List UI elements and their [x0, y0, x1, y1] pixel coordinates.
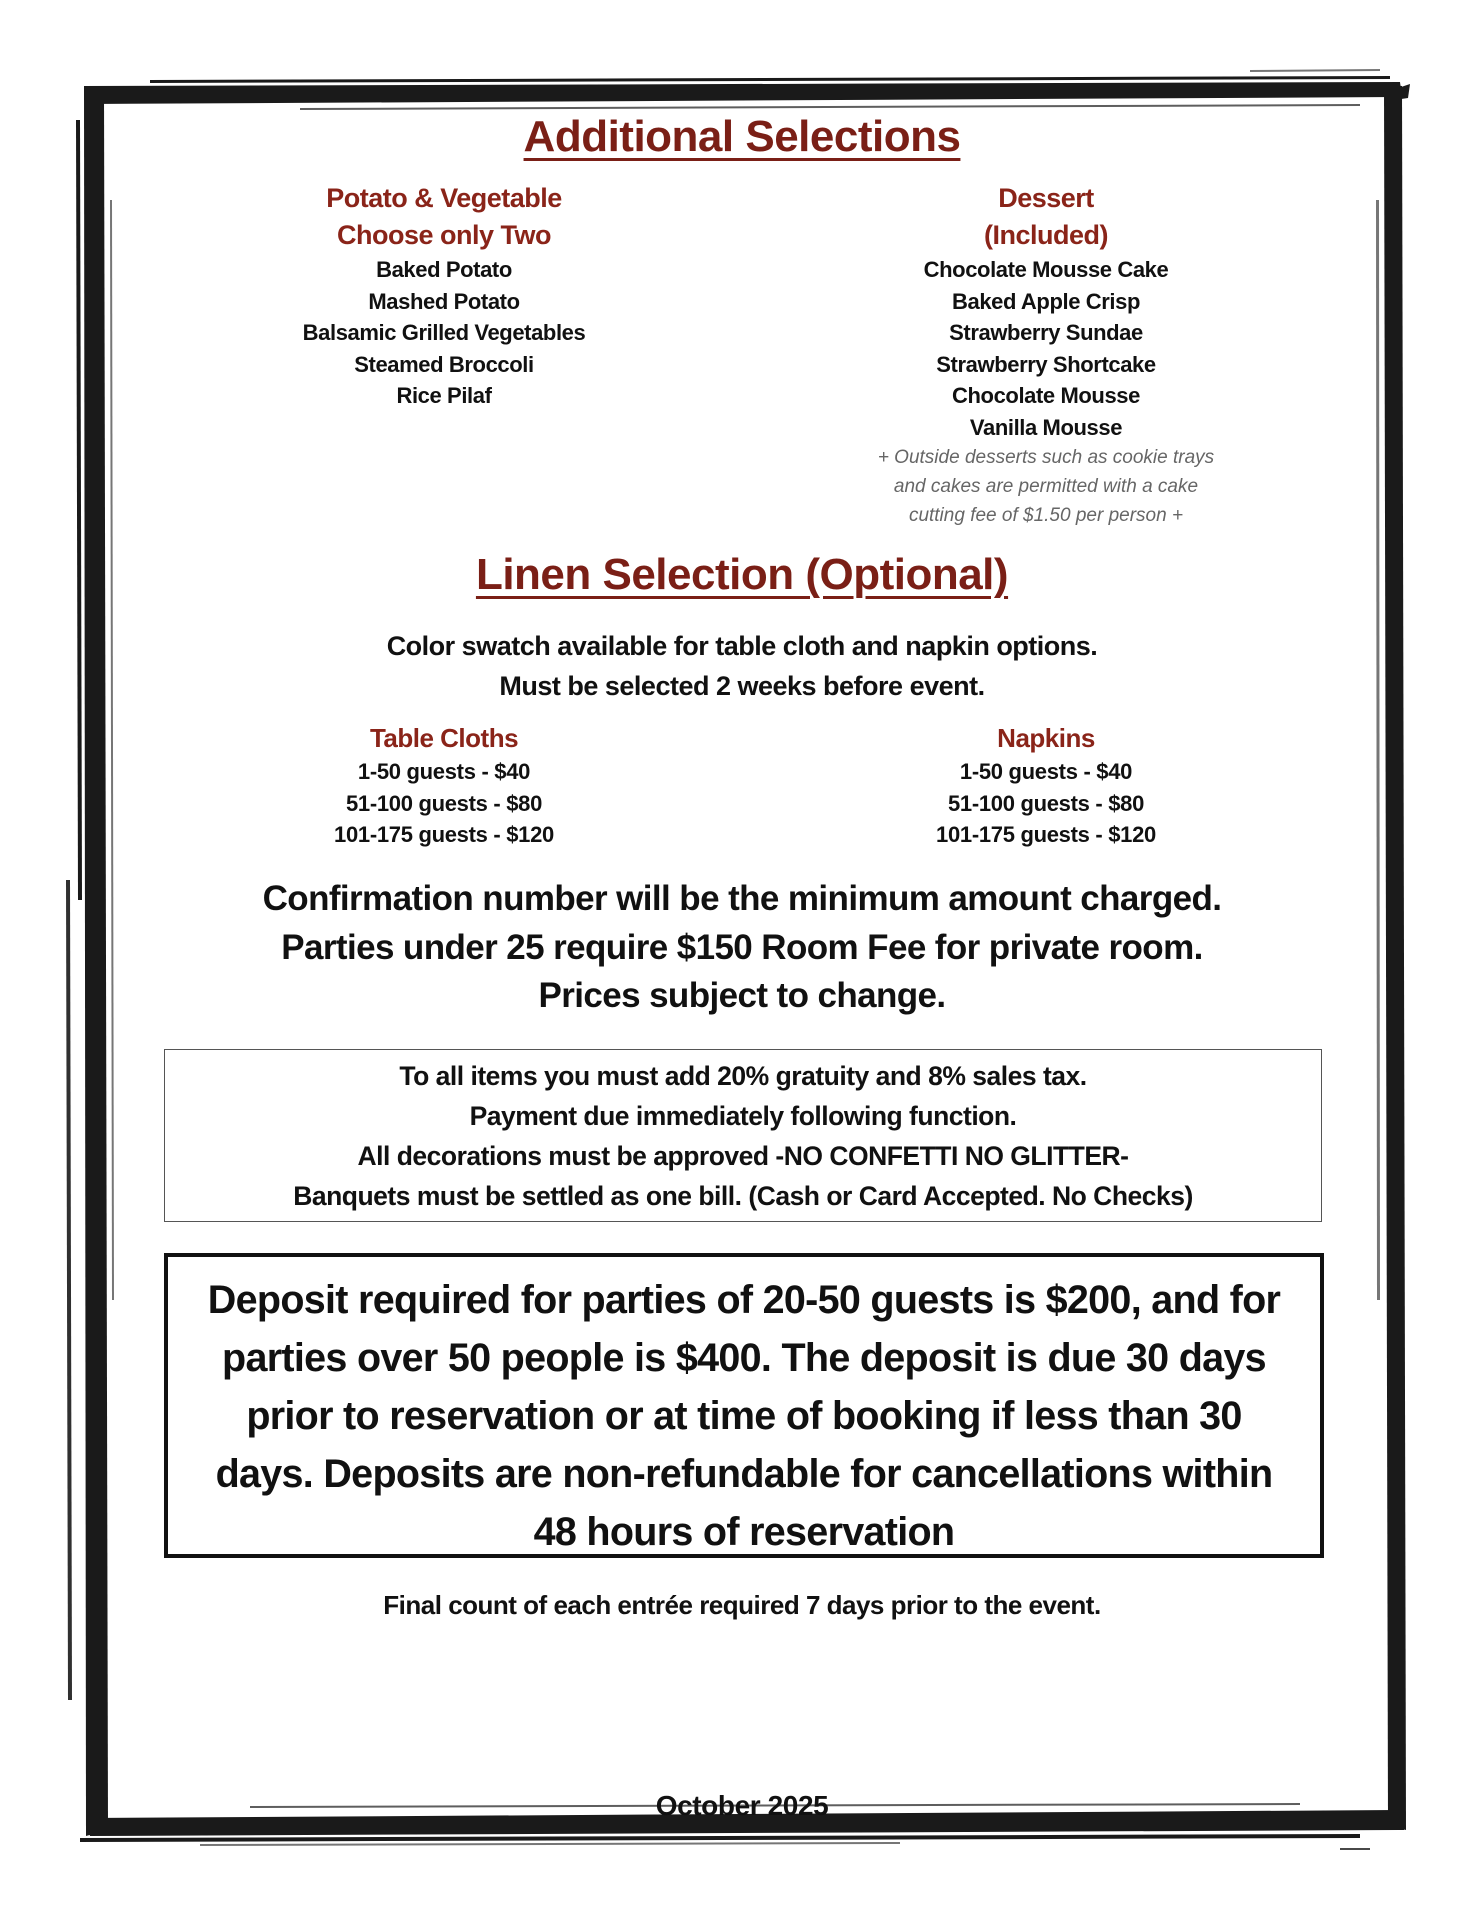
linen-intro: Color swatch available for table cloth and napkin options. Must be selected 2 weeks before event. [386, 631, 1098, 701]
table-cloths-column [164, 720, 724, 851]
list-item: Vanilla Mousse [969, 414, 1123, 440]
list-item: Steamed Broccoli [354, 351, 534, 377]
list-item: Strawberry Shortcake [936, 351, 1156, 377]
linen-selection-title: Linen Selection (Optional) [475, 550, 1009, 599]
list-item: Mashed Potato [368, 288, 520, 314]
dessert-column [766, 180, 1326, 530]
price-row: 1-50 guests - $40 [357, 759, 531, 784]
napkins-heading: Napkins [997, 723, 1095, 753]
payment-policy-box: To all items you must add 20% gratuity and 8% sales tax. Payment due immediately following function. All decorations must be approved -NO CONFETTI NO GLITTER- Banquets must be settled as one bill. (Cash or Card Accepted. No Checks) [164, 1049, 1322, 1222]
price-row: 101-175 guests - $120 [334, 822, 554, 847]
potato-vegetable-column [164, 180, 724, 412]
list-item: Balsamic Grilled Vegetables [302, 320, 586, 345]
deposit-policy-box: Deposit required for parties of 20-50 guests is $200, and for parties over 50 people is $400. The deposit is due 30 days prior to reservation or at time of booking if less than 30 days. Deposits are non-refundable for cancellations within 48 hours of reservation [164, 1253, 1324, 1558]
outside-desserts-note: + Outside desserts such as cookie trays and cakes are permitted with a cake cutting fee of $1.50 per person + [877, 447, 1215, 526]
confirmation-notice: Confirmation number will be the minimum amount charged. Parties under 25 require $150 Room Fee for private room. Prices subject to change. [262, 879, 1222, 1015]
list-item: Baked Apple Crisp [952, 288, 1140, 314]
price-row: 101-175 guests - $120 [936, 822, 1156, 847]
list-item: Rice Pilaf [396, 383, 492, 408]
potato-subheading: Choose only Two [337, 220, 551, 250]
final-count-notice: Final count of each entrée required 7 days prior to the event. [383, 1590, 1101, 1620]
price-row: 51-100 guests - $80 [947, 790, 1145, 816]
dessert-subheading: (Included) [984, 220, 1108, 250]
napkins-column [766, 720, 1326, 851]
dessert-heading: Dessert [998, 183, 1094, 213]
footer-date: October 2025 [655, 1790, 829, 1821]
list-item: Chocolate Mousse Cake [923, 257, 1169, 282]
price-row: 51-100 guests - $80 [345, 790, 543, 816]
list-item: Strawberry Sundae [949, 320, 1143, 345]
list-item: Baked Potato [376, 257, 512, 282]
potato-heading: Potato & Vegetable [326, 183, 562, 213]
additional-selections-title: Additional Selections [523, 112, 961, 161]
table-cloths-heading: Table Cloths [369, 723, 519, 753]
price-row: 1-50 guests - $40 [959, 759, 1133, 784]
list-item: Chocolate Mousse [952, 383, 1140, 408]
